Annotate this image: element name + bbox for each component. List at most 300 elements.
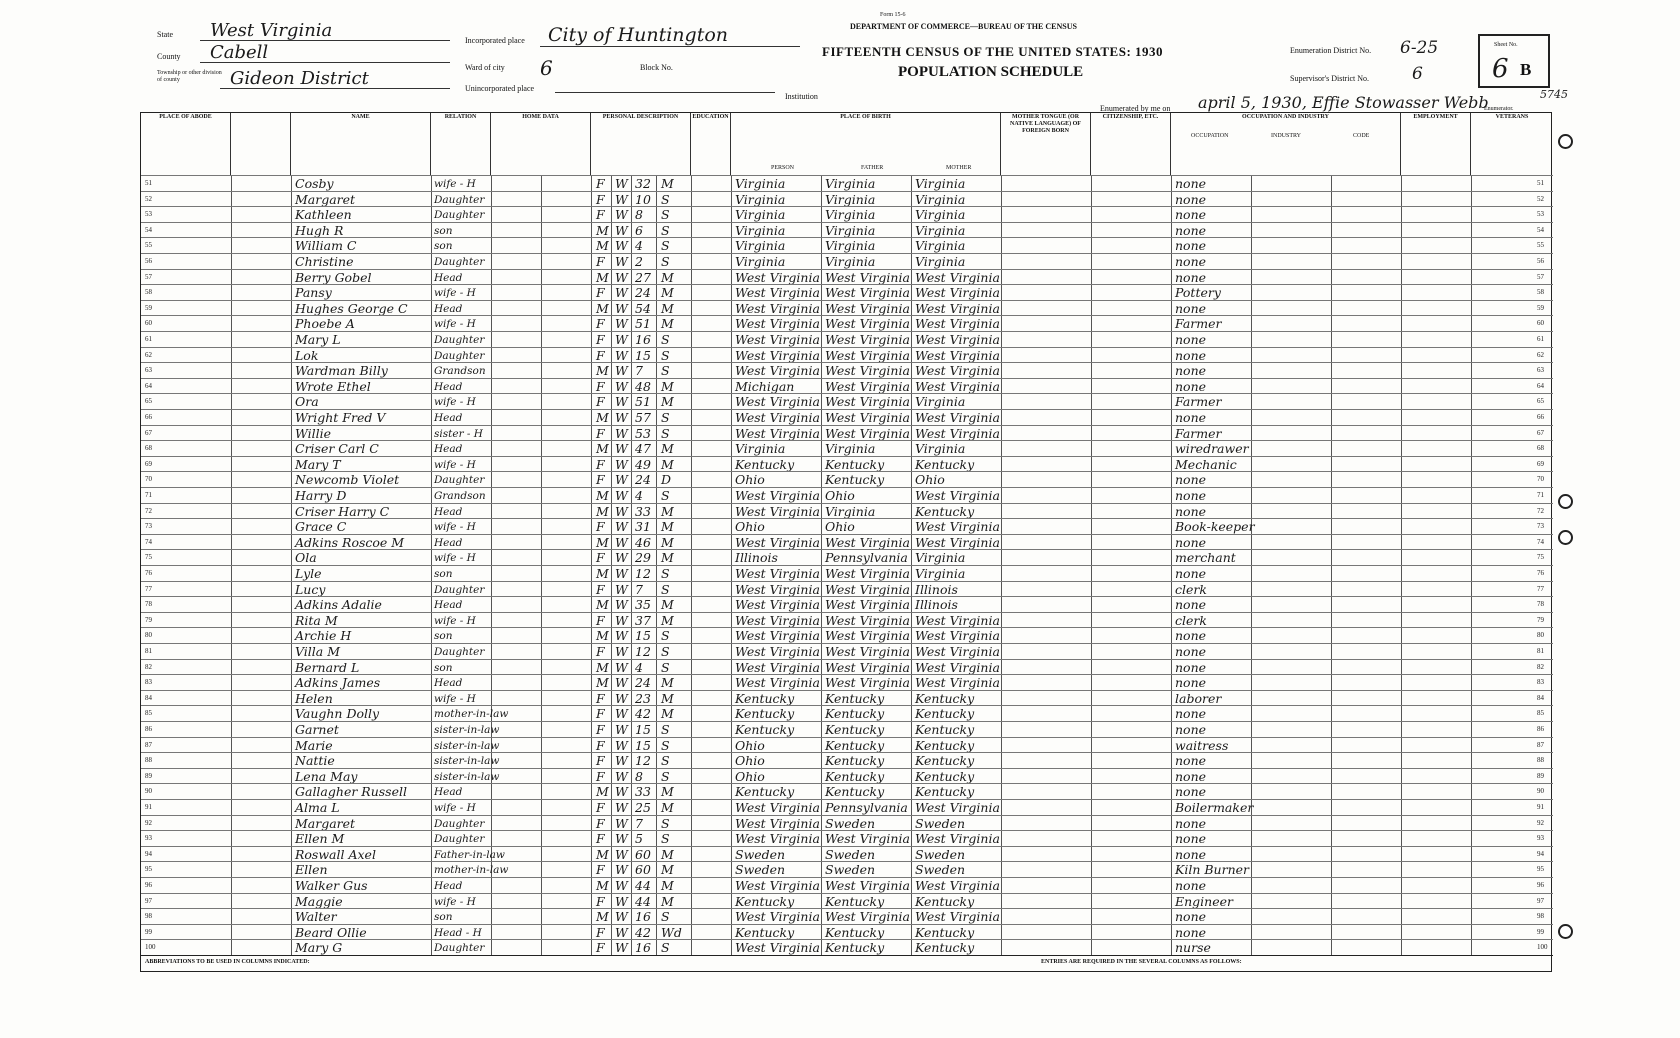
cell-ms: M <box>661 394 674 410</box>
cell-occ: waitress <box>1175 737 1229 753</box>
cell-race: W <box>615 659 628 675</box>
sheet-box <box>1478 34 1550 88</box>
cell-birth: West Virginia <box>735 285 820 301</box>
col-group-name: NAME <box>291 113 431 175</box>
line-number-right: 64 <box>1537 381 1544 390</box>
cell-occ: none <box>1175 924 1207 940</box>
cell-ms: S <box>661 644 670 659</box>
cell-race: W <box>615 519 628 535</box>
cell-rel: Head <box>434 412 463 424</box>
cell-age: 29 <box>635 550 651 566</box>
cell-occ: none <box>1175 269 1207 285</box>
sheet-label: Sheet No. <box>1494 42 1518 48</box>
line-number: 75 <box>145 553 152 562</box>
cell-ms: M <box>661 690 674 706</box>
cell-sex: F <box>596 207 605 223</box>
line-number: 85 <box>145 709 152 718</box>
table-row <box>141 815 1553 831</box>
cell-race: W <box>615 566 628 581</box>
cell-race: W <box>615 612 628 628</box>
cell-father: West Virginia <box>825 394 910 410</box>
cell-sex: F <box>596 800 605 815</box>
cell-sex: F <box>596 612 605 628</box>
line-number: 76 <box>145 569 152 577</box>
cell-name: Mary G <box>295 940 343 956</box>
cell-race: W <box>615 176 628 191</box>
cell-rel: Head <box>434 505 463 518</box>
cell-occ: none <box>1175 378 1207 394</box>
cell-race: W <box>615 347 628 363</box>
cell-race: W <box>615 831 628 847</box>
cell-occ: none <box>1175 300 1207 316</box>
cell-birth: Kentucky <box>735 924 795 940</box>
cell-birth: West Virginia <box>735 534 820 550</box>
cell-name: Archie H <box>295 628 352 644</box>
cell-rel: son <box>434 240 453 253</box>
cell-mother: Virginia <box>915 566 966 581</box>
cell-mother: West Virginia <box>915 800 1000 815</box>
cell-father: West Virginia <box>825 410 910 425</box>
cell-name: Ora <box>295 394 319 410</box>
line-number: 86 <box>145 725 152 733</box>
cell-race: W <box>615 924 628 940</box>
cell-age: 35 <box>635 597 651 613</box>
cell-rel: wife - H <box>434 287 476 300</box>
cell-mother: West Virginia <box>915 909 1000 925</box>
cell-age: 15 <box>635 737 651 753</box>
census-title: FIFTEENTH CENSUS OF THE UNITED STATES: 1930 <box>822 44 1164 59</box>
cell-rel: Head <box>434 536 463 549</box>
cell-age: 7 <box>635 363 643 379</box>
cell-race: W <box>615 534 628 550</box>
line-number-right: 86 <box>1537 725 1544 733</box>
cell-birth: Kentucky <box>735 690 795 706</box>
cell-sex: F <box>596 347 605 363</box>
cell-birth: West Virginia <box>735 800 820 815</box>
col-father: FATHER <box>861 165 884 171</box>
cell-sex: M <box>596 222 609 238</box>
cell-father: Sweden <box>825 815 876 831</box>
cell-occ: none <box>1175 472 1207 488</box>
cell-age: 60 <box>635 846 651 862</box>
cell-father: West Virginia <box>825 378 910 394</box>
cell-sex: F <box>596 394 605 410</box>
cell-name: Margaret <box>295 815 356 831</box>
cell-mother: West Virginia <box>915 488 1000 503</box>
cell-rel: wife - H <box>434 614 476 627</box>
cell-birth: West Virginia <box>735 831 820 847</box>
incorporated-value: City of Huntington <box>548 24 728 46</box>
ward-value: 6 <box>540 56 553 80</box>
cell-race: W <box>615 394 628 410</box>
cell-name: Alma L <box>295 800 340 815</box>
cell-age: 51 <box>635 394 651 410</box>
cell-rel: Daughter <box>434 474 485 487</box>
line-number: 95 <box>145 865 152 874</box>
cell-race: W <box>615 378 628 394</box>
cell-race: W <box>615 191 628 207</box>
line-number-right: 51 <box>1537 179 1544 187</box>
cell-sex: F <box>596 472 605 488</box>
punch-hole <box>1558 924 1573 939</box>
cell-birth: Ohio <box>735 472 765 488</box>
cell-ms: S <box>661 566 670 581</box>
cell-age: 42 <box>635 924 651 940</box>
cell-mother: West Virginia <box>915 831 1000 847</box>
cell-ms: D <box>661 472 672 488</box>
cell-ms: S <box>661 332 670 347</box>
table-row <box>141 269 1553 285</box>
cell-age: 2 <box>635 254 643 269</box>
cell-sex: F <box>596 768 605 784</box>
cell-mother: West Virginia <box>915 878 1000 893</box>
table-row <box>141 440 1553 456</box>
line-number: 100 <box>145 943 156 952</box>
table-row <box>141 643 1553 659</box>
line-number: 62 <box>145 350 152 359</box>
cell-rel: Grandson <box>434 365 486 378</box>
table-row <box>141 191 1553 207</box>
table-row <box>141 206 1553 222</box>
cell-father: Virginia <box>825 176 876 191</box>
table-row <box>141 908 1553 924</box>
cell-rel: Daughter <box>434 334 485 346</box>
cell-age: 16 <box>635 332 651 347</box>
line-number-right: 81 <box>1537 647 1544 655</box>
table-row <box>141 846 1553 862</box>
cell-occ: none <box>1175 878 1207 893</box>
cell-age: 12 <box>635 644 651 659</box>
line-number-right: 53 <box>1537 210 1544 219</box>
cell-sex: F <box>596 254 605 269</box>
cell-mother: West Virginia <box>915 534 1000 550</box>
table-row <box>141 237 1553 253</box>
cell-rel: Daughter <box>434 817 485 830</box>
cell-occ: clerk <box>1175 612 1207 628</box>
col-group-home: HOME DATA <box>491 113 591 175</box>
incorporated-label: Incorporated place <box>465 36 525 45</box>
cell-mother: Kentucky <box>915 940 975 956</box>
line-number-right: 55 <box>1537 241 1544 250</box>
cell-ms: S <box>661 628 670 644</box>
cell-rel: wife - H <box>434 802 476 814</box>
cell-age: 42 <box>635 706 651 722</box>
cell-father: West Virginia <box>825 909 910 925</box>
table-row <box>141 393 1553 409</box>
punch-hole <box>1558 134 1573 149</box>
line-number: 56 <box>145 257 152 265</box>
cell-sex: M <box>596 503 609 519</box>
cell-rel: Daughter <box>434 942 485 955</box>
cell-race: W <box>615 254 628 269</box>
cell-rel: wife - H <box>434 552 476 565</box>
line-number-right: 78 <box>1537 600 1544 609</box>
table-row <box>141 487 1553 503</box>
line-number: 72 <box>145 506 152 515</box>
line-number: 96 <box>145 881 152 889</box>
cell-rel: wife - H <box>434 396 476 409</box>
cell-ms: S <box>661 410 670 425</box>
cell-ms: S <box>661 207 670 223</box>
cell-race: W <box>615 456 628 472</box>
schedule-title: POPULATION SCHEDULE <box>898 64 1084 80</box>
cell-race: W <box>615 800 628 815</box>
cell-sex: M <box>596 846 609 862</box>
cell-age: 4 <box>635 238 643 254</box>
cell-rel: wife - H <box>434 318 476 331</box>
cell-age: 53 <box>635 425 651 441</box>
table-row <box>141 612 1553 628</box>
cell-name: Villa M <box>295 644 341 659</box>
cell-ms: M <box>661 456 674 472</box>
cell-rel: sister-in-law <box>434 755 500 768</box>
cell-ms: M <box>661 612 674 628</box>
cell-name: Mary T <box>295 456 341 472</box>
line-number-right: 77 <box>1537 584 1544 593</box>
cell-father: West Virginia <box>825 628 910 644</box>
cell-age: 16 <box>635 940 651 956</box>
line-number: 97 <box>145 896 152 905</box>
table-row <box>141 347 1553 363</box>
cell-birth: Sweden <box>735 846 786 862</box>
cell-rel: Head <box>434 599 463 612</box>
cell-ms: M <box>661 784 674 800</box>
table-row <box>141 830 1553 846</box>
cell-ms: M <box>661 550 674 566</box>
line-number-right: 79 <box>1537 615 1544 624</box>
cell-occ: Farmer <box>1175 425 1222 441</box>
cell-race: W <box>615 846 628 862</box>
cell-race: W <box>615 269 628 285</box>
cell-occ: Farmer <box>1175 316 1222 332</box>
cell-father: West Virginia <box>825 534 910 550</box>
cell-name: Criser Harry C <box>295 503 390 519</box>
cell-name: Newcomb Violet <box>295 472 400 488</box>
cell-mother: West Virginia <box>915 519 1000 535</box>
cell-name: Gallagher Russell <box>295 784 407 800</box>
sheet-letter: B <box>1520 60 1532 79</box>
cell-ms: M <box>661 878 674 893</box>
cell-sex: M <box>596 675 609 691</box>
table-row <box>141 331 1553 347</box>
cell-mother: Virginia <box>915 222 966 238</box>
cell-mother: West Virginia <box>915 425 1000 441</box>
cell-age: 44 <box>635 893 651 909</box>
cell-birth: Ohio <box>735 519 765 535</box>
line-number: 82 <box>145 662 152 671</box>
cell-ms: S <box>661 191 670 207</box>
cell-ms: S <box>661 831 670 847</box>
line-number: 83 <box>145 678 152 687</box>
cell-mother: Virginia <box>915 191 966 207</box>
cell-birth: West Virginia <box>735 425 820 441</box>
cell-father: West Virginia <box>825 269 910 285</box>
cell-birth: West Virginia <box>735 612 820 628</box>
cell-name: Wrote Ethel <box>295 378 371 394</box>
cell-mother: Kentucky <box>915 456 975 472</box>
cell-sex: F <box>596 815 605 831</box>
cell-occ: none <box>1175 722 1207 737</box>
cell-father: West Virginia <box>825 644 910 659</box>
cell-father: Virginia <box>825 441 876 457</box>
cell-birth: West Virginia <box>735 347 820 363</box>
cell-birth: Virginia <box>735 441 786 457</box>
cell-race: W <box>615 909 628 925</box>
cell-rel: Daughter <box>434 193 485 206</box>
enum-district-value: 6-25 <box>1400 38 1439 58</box>
line-number-right: 59 <box>1537 303 1544 312</box>
cell-age: 23 <box>635 690 651 706</box>
cell-mother: Kentucky <box>915 893 975 909</box>
cell-name: Bernard L <box>295 659 360 675</box>
cell-age: 24 <box>635 472 651 488</box>
cell-ms: S <box>661 238 670 254</box>
cell-ms: S <box>661 425 670 441</box>
cell-mother: Kentucky <box>915 784 975 800</box>
line-number: 63 <box>145 366 152 375</box>
cell-ms: M <box>661 893 674 909</box>
cell-ms: M <box>661 800 674 815</box>
cell-race: W <box>615 737 628 753</box>
cell-father: West Virginia <box>825 566 910 581</box>
cell-occ: none <box>1175 222 1207 238</box>
cell-occ: none <box>1175 410 1207 425</box>
cell-mother: Kentucky <box>915 924 975 940</box>
cell-father: West Virginia <box>825 659 910 675</box>
sheet-number: 6 <box>1492 54 1509 84</box>
cell-age: 33 <box>635 503 651 519</box>
cell-age: 24 <box>635 675 651 691</box>
table-row <box>141 425 1553 441</box>
cell-father: West Virginia <box>825 581 910 597</box>
table-row <box>141 581 1553 597</box>
cell-rel: wife - H <box>434 895 476 908</box>
cell-ms: S <box>661 753 670 769</box>
cell-rel: son <box>434 568 453 580</box>
cell-rel: Head <box>434 443 463 456</box>
line-number: 71 <box>145 491 152 499</box>
cell-rel: wife - H <box>434 458 476 471</box>
cell-race: W <box>615 581 628 597</box>
cell-age: 47 <box>635 441 651 457</box>
line-number: 69 <box>145 459 152 468</box>
cell-name: Beard Ollie <box>295 924 367 940</box>
cell-name: Roswall Axel <box>295 846 376 862</box>
cell-race: W <box>615 285 628 301</box>
col-group-relation: RELATION <box>431 113 491 175</box>
cell-occ: clerk <box>1175 581 1207 597</box>
cell-age: 7 <box>635 581 643 597</box>
line-number-right: 72 <box>1537 506 1544 515</box>
line-number-right: 99 <box>1537 927 1544 936</box>
unincorporated-label: Unincorporated place <box>465 84 535 93</box>
cell-father: Virginia <box>825 207 876 223</box>
cell-mother: Virginia <box>915 207 966 223</box>
cell-sex: F <box>596 893 605 909</box>
cell-sex: F <box>596 456 605 472</box>
supervisor-label: Supervisor's District No. <box>1290 74 1369 83</box>
cell-occ: wiredrawer <box>1175 441 1249 457</box>
enumerator-label: Enumerator. <box>1484 106 1514 112</box>
line-number-right: 92 <box>1537 818 1544 827</box>
block-label: Block No. <box>640 63 673 72</box>
supervisor-value: 6 <box>1412 64 1423 84</box>
cell-name: Lena May <box>295 768 358 784</box>
cell-sex: F <box>596 176 605 191</box>
col-mother: MOTHER <box>946 165 972 171</box>
cell-race: W <box>615 332 628 347</box>
line-number-right: 93 <box>1537 834 1544 843</box>
cell-occ: none <box>1175 784 1207 800</box>
cell-sex: M <box>596 238 609 254</box>
cell-birth: Michigan <box>735 378 795 394</box>
table-row <box>141 861 1553 877</box>
cell-name: Wardman Billy <box>295 363 388 379</box>
cell-birth: West Virginia <box>735 909 820 925</box>
line-number-right: 83 <box>1537 678 1544 687</box>
line-number-right: 91 <box>1537 803 1544 811</box>
cell-father: West Virginia <box>825 612 910 628</box>
line-number-right: 71 <box>1537 491 1544 499</box>
cell-ms: S <box>661 940 670 956</box>
line-number: 51 <box>145 179 152 187</box>
cell-race: W <box>615 753 628 769</box>
line-number: 60 <box>145 319 152 328</box>
cell-father: Ohio <box>825 519 855 535</box>
line-number: 66 <box>145 413 152 421</box>
cell-birth: Kentucky <box>735 893 795 909</box>
line-number: 77 <box>145 584 152 593</box>
line-number-right: 74 <box>1537 537 1544 546</box>
cell-birth: West Virginia <box>735 581 820 597</box>
cell-name: Cosby <box>295 176 334 191</box>
cell-birth: West Virginia <box>735 597 820 613</box>
line-number: 73 <box>145 522 152 531</box>
cell-mother: West Virginia <box>915 363 1000 379</box>
cell-mother: Illinois <box>915 597 958 613</box>
cell-father: West Virginia <box>825 597 910 613</box>
col-group-tongue: MOTHER TONGUE (OR NATIVE LANGUAGE) OF FOREIGN BORN <box>1001 113 1091 175</box>
state-label: State <box>157 30 173 39</box>
cell-father: Kentucky <box>825 768 885 784</box>
line-number: 80 <box>145 631 152 640</box>
cell-birth: Ohio <box>735 737 765 753</box>
cell-rel: Head - H <box>434 926 482 939</box>
cell-ms: S <box>661 488 670 503</box>
cell-rel: Father-in-law <box>434 848 505 861</box>
cell-race: W <box>615 706 628 722</box>
cell-rel: Head <box>434 786 463 799</box>
cell-ms: S <box>661 347 670 363</box>
cell-birth: West Virginia <box>735 503 820 519</box>
cell-ms: S <box>661 222 670 238</box>
cell-race: W <box>615 300 628 316</box>
table-row <box>141 549 1553 565</box>
cell-occ: none <box>1175 191 1207 207</box>
cell-father: Kentucky <box>825 737 885 753</box>
cell-age: 24 <box>635 285 651 301</box>
cell-name: Lok <box>295 347 319 363</box>
cell-sex: M <box>596 269 609 285</box>
table-row <box>141 877 1553 893</box>
table-row <box>141 627 1553 643</box>
cell-birth: Virginia <box>735 254 786 269</box>
cell-rel: Daughter <box>434 256 485 268</box>
cell-father: West Virginia <box>825 425 910 441</box>
cell-ms: M <box>661 706 674 722</box>
table-row <box>141 893 1553 909</box>
cell-birth: Virginia <box>735 207 786 223</box>
